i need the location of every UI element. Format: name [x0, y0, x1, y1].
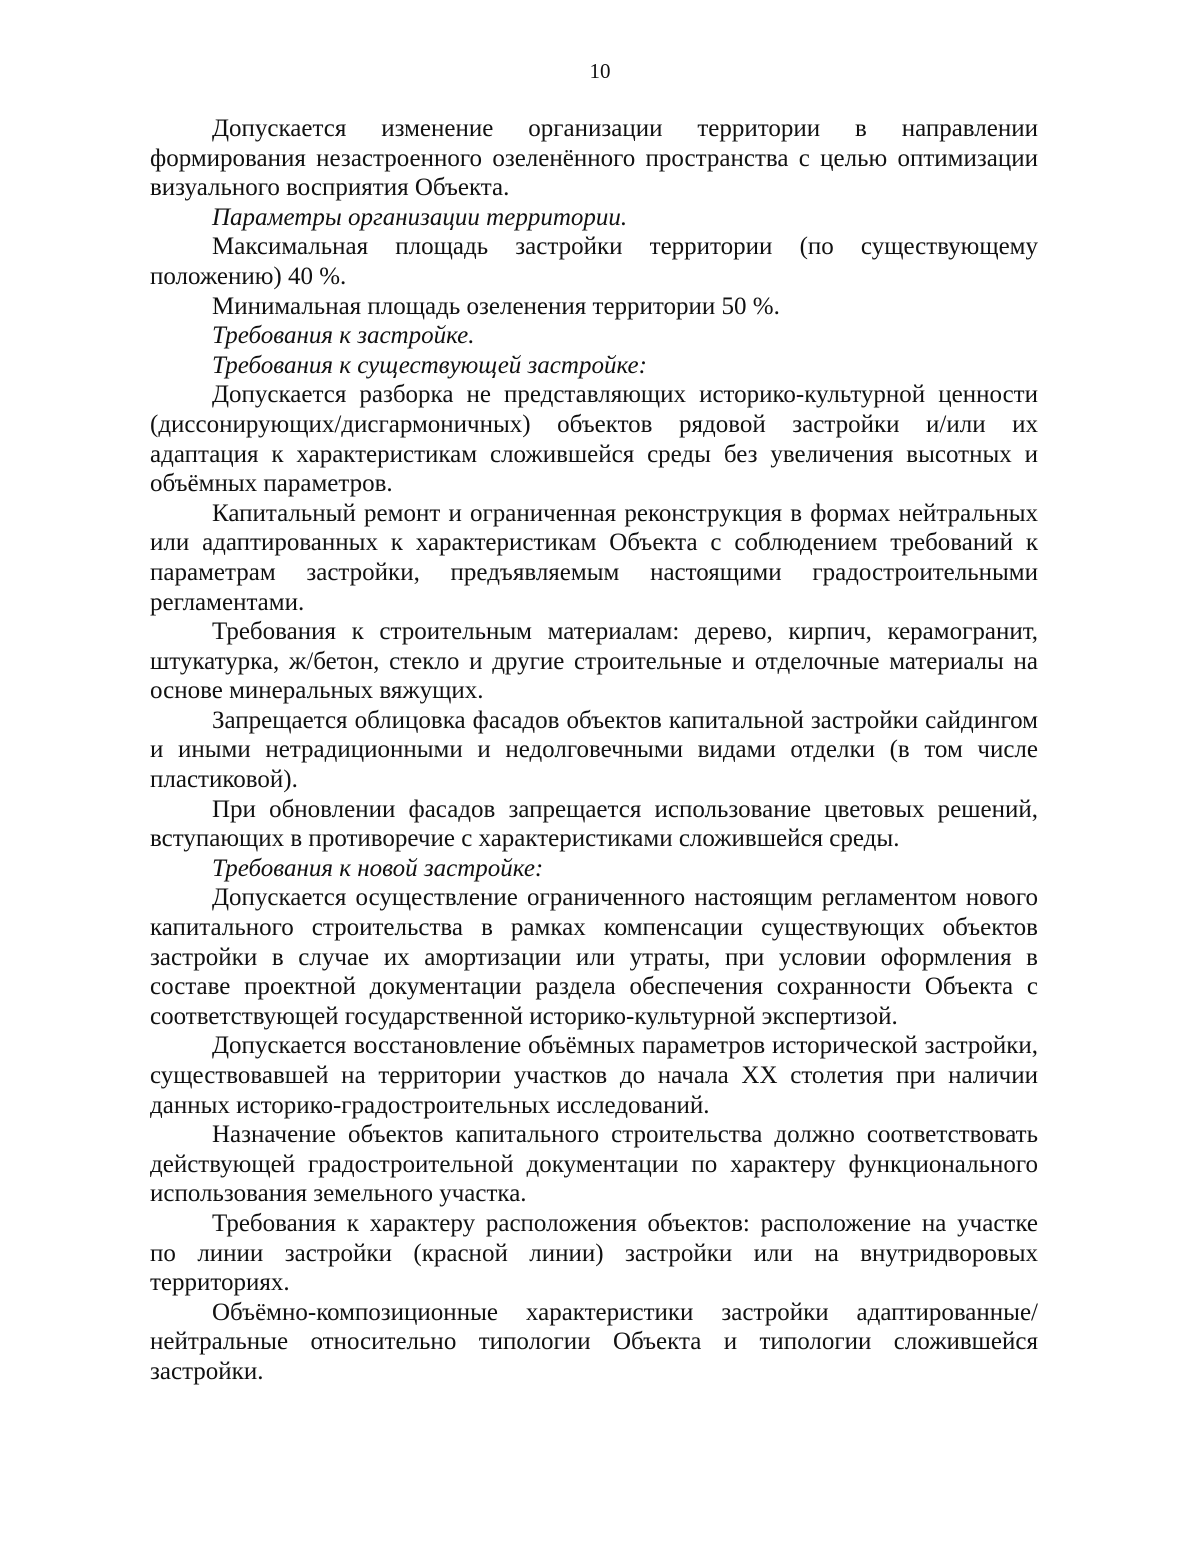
paragraph-min-greenery-area: Минимальная площадь озеленения территории 50 %.	[212, 292, 780, 320]
paragraph-new-construction: Допускается осуществление ограниченного настоящим регламентом нового капитального строительства в рамках компенсации существующих объектов застройки в случае их амортизации или утраты, при условии оформления в составе проектной документации раздела обеспечения сохранности Объекта с соответствующей государственной историко-культурной экспертизой.	[150, 884, 1038, 1030]
document-body	[150, 114, 1038, 1387]
paragraph-capital-repair: Капитальный ремонт и ограниченная реконструкция в формах нейтральных или адаптированных к характеристикам Объекта с соблюдением требований к параметрам застройки, предъявляемым настоящими градостроительными регламентами.	[150, 499, 1038, 616]
heading-new-buildings: Требования к новой застройке:	[212, 854, 544, 882]
paragraph-placement-requirements: Требования к характеру расположения объектов: расположение на участке по линии застройки (красной линии) застройки или на внутридворовых территориях.	[150, 1209, 1038, 1297]
heading-territory-parameters: Параметры организации территории.	[212, 203, 628, 231]
heading-existing-buildings: Требования к существующей застройке:	[212, 351, 647, 379]
paragraph-territory-change: Допускается изменение организации территории в направлении формирования незастроенного озеленённого пространства с целью оптимизации визуального восприятия Объекта.	[150, 115, 1038, 202]
page-number: 10	[589, 59, 611, 83]
paragraph-restoration: Допускается восстановление объёмных параметров исторической застройки, существовавшей на территории участков до начала XX столетия при наличии данных историко-градостроительных исследований.	[150, 1032, 1038, 1119]
paragraph-materials: Требования к строительным материалам: дерево, кирпич, керамогранит, штукатурка, ж/бетон, стекло и другие строительные и отделочные материалы на основе минеральных вяжущих.	[150, 618, 1038, 705]
paragraph-composition-characteristics: Объёмно-композиционные характеристики застройки адаптированные/ нейтральные относительно типологии Объекта и типологии сложившейся застройки.	[150, 1298, 1038, 1385]
paragraph-building-purpose: Назначение объектов капитального строительства должно соответствовать действующей градостроительной документации по характеру функционального использования земельного участка.	[150, 1121, 1038, 1208]
paragraph-facade-colors: При обновлении фасадов запрещается использование цветовых решений, вступающих в противоречие с характеристиками сложившейся среды.	[150, 795, 1038, 853]
paragraph-max-building-area: Максимальная площадь застройки территории (по существующему положению) 40 %.	[150, 233, 1038, 290]
paragraph-demolition-allowed: Допускается разборка не представляющих историко-культурной ценности (диссонирующих/дисгармоничных) объектов рядовой застройки и/или их адаптация к характеристикам сложившейся среды без увеличения высотных и объёмных параметров.	[150, 381, 1038, 498]
heading-building-requirements: Требования к застройке.	[212, 322, 475, 350]
paragraph-facade-cladding-prohibited: Запрещается облицовка фасадов объектов капитальной застройки сайдингом и иными нетрадиционными и недолговечными видами отделки (в том числе пластиковой).	[150, 706, 1038, 794]
